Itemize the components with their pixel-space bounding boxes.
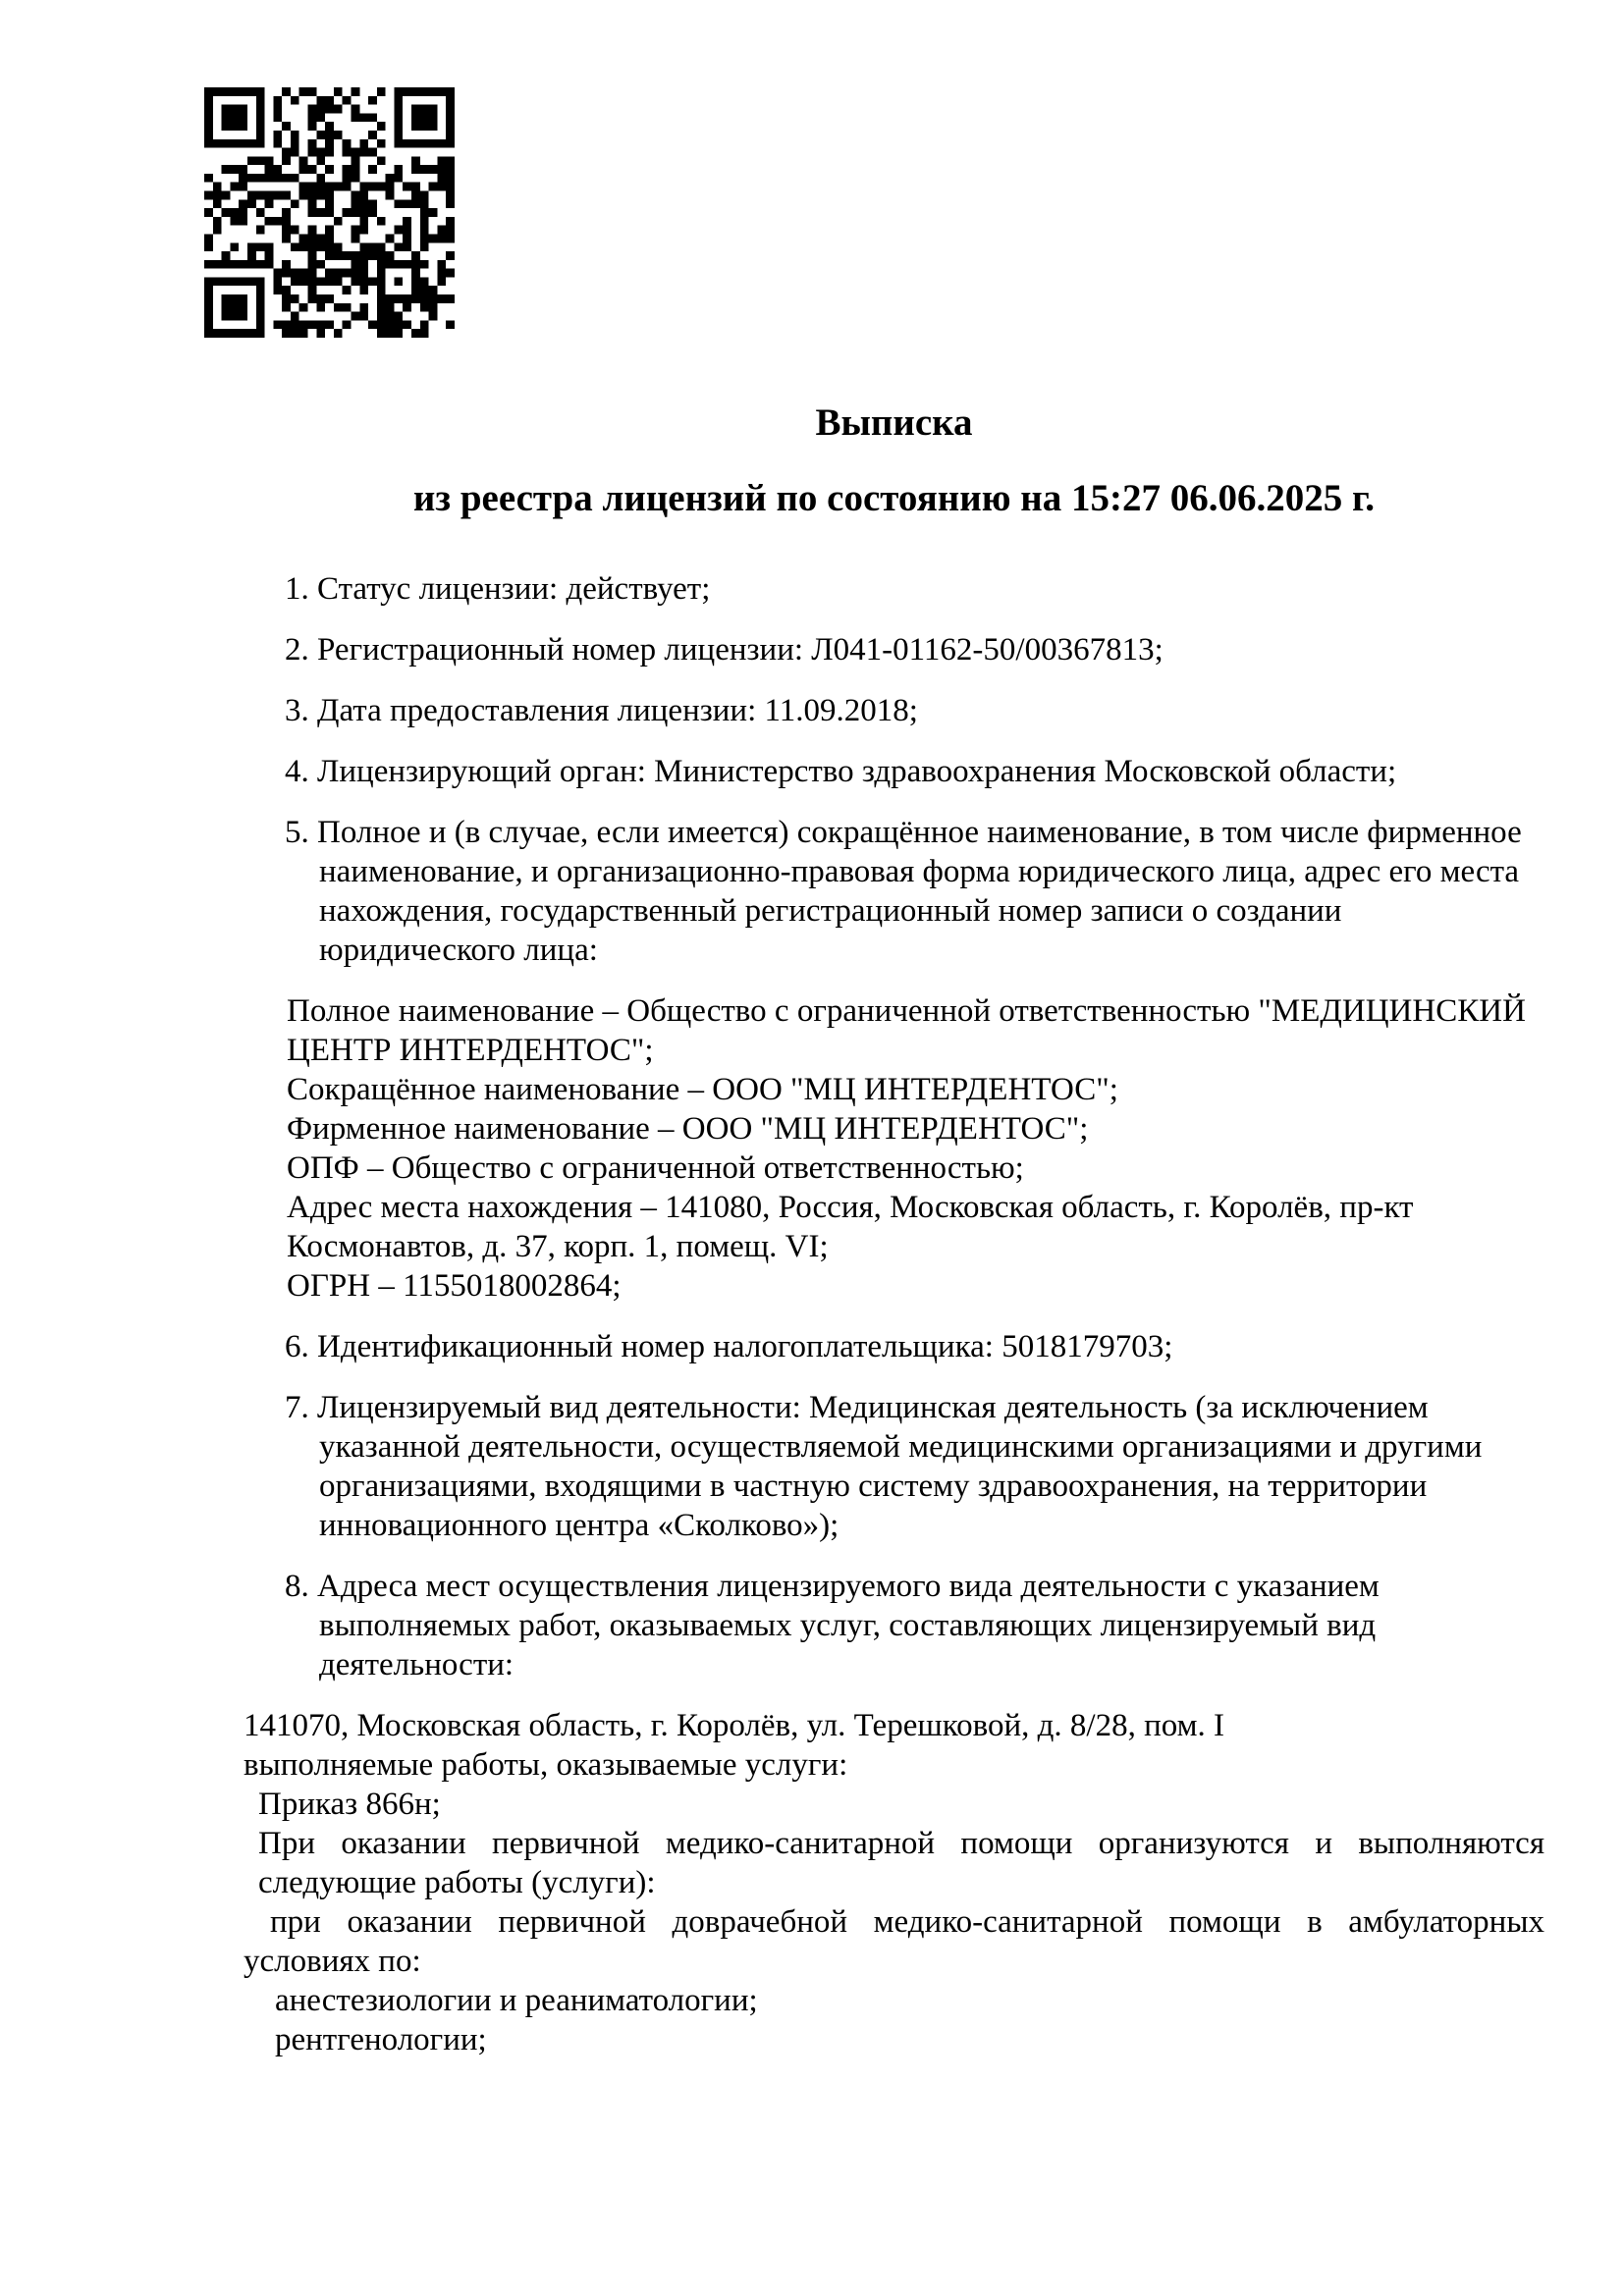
text-block xyxy=(244,991,1544,1306)
document-line: юридического лица: xyxy=(319,933,598,968)
numbered-paragraph xyxy=(285,569,1544,609)
document-line: деятельности: xyxy=(319,1647,514,1682)
document-line: 2. Регистрационный номер лицензии: Л041-01162-50/00367813; xyxy=(285,632,1164,667)
document-line: 1. Статус лицензии: действует; xyxy=(285,571,711,607)
document-line: 8. Адреса мест осуществления лицензируемого вида деятельности с указанием xyxy=(285,1569,1380,1604)
document-line: выполняемые работы, оказываемые услуги: xyxy=(244,1747,848,1783)
text-block xyxy=(244,1706,1544,2059)
numbered-paragraph xyxy=(285,1388,1544,1545)
numbered-paragraph xyxy=(285,752,1544,791)
document-line: указанной деятельности, осуществляемой медицинскими организациями и другими xyxy=(319,1429,1483,1465)
document-line: рентгенологии; xyxy=(275,2022,487,2057)
document-line: 141070, Московская область, г. Королёв, ул. Терешковой, д. 8/28, пом. I xyxy=(244,1708,1224,1743)
document-line: Адрес места нахождения – 141080, Россия, Московская область, г. Королёв, пр-кт xyxy=(287,1190,1414,1225)
document-line: наименование, и организационно-правовая форма юридического лица, адрес его места xyxy=(319,854,1520,889)
document-line: нахождения, государственный регистрационный номер записи о создании xyxy=(319,893,1342,929)
numbered-paragraph xyxy=(285,691,1544,730)
document-line: ЦЕНТР ИНТЕРДЕНТОС"; xyxy=(287,1033,654,1068)
document-body xyxy=(244,569,1544,2059)
document-line: выполняемых работ, оказываемых услуг, составляющих лицензируемый вид xyxy=(319,1608,1377,1643)
document-line: Приказ 866н; xyxy=(258,1787,441,1822)
document-line: ОГРН – 1155018002864; xyxy=(287,1268,622,1304)
document-line: при оказании первичной доврачебной медико-санитарной помощи в амбулаторных xyxy=(270,1904,1544,1940)
document-line: организациями, входящими в частную систему здравоохранения, на территории xyxy=(319,1468,1428,1504)
page-title: Выписка xyxy=(815,401,973,444)
document-content xyxy=(244,400,1544,2059)
qr-code-icon xyxy=(204,86,455,339)
document-line: 3. Дата предоставления лицензии: 11.09.2018; xyxy=(285,693,918,728)
document-line: Сокращённое наименование – ООО "МЦ ИНТЕРДЕНТОС"; xyxy=(287,1072,1118,1107)
document-line: 7. Лицензируемый вид деятельности: Медицинская деятельность (за исключением xyxy=(285,1390,1429,1425)
numbered-paragraph xyxy=(285,813,1544,970)
document-line: следующие работы (услуги): xyxy=(258,1865,656,1900)
document-line: При оказании первичной медико-санитарной помощи организуются и выполняются xyxy=(258,1826,1544,1861)
document-line: анестезиологии и реаниматологии; xyxy=(275,1983,758,2018)
document-line: Космонавтов, д. 37, корп. 1, помещ. VI; xyxy=(287,1229,829,1264)
document-line: 4. Лицензирующий орган: Министерство здравоохранения Московской области; xyxy=(285,754,1397,789)
document-line: 5. Полное и (в случае, если имеется) сокращённое наименование, в том числе фирменное xyxy=(285,815,1522,850)
document-line: 6. Идентификационный номер налогоплательщика: 5018179703; xyxy=(285,1329,1173,1364)
numbered-paragraph xyxy=(285,1327,1544,1366)
page-subtitle: из реестра лицензий по состоянию на 15:27 06.06.2025 г. xyxy=(412,477,1376,519)
document-line: инновационного центра «Сколково»); xyxy=(319,1508,839,1543)
document-line: Фирменное наименование – ООО "МЦ ИНТЕРДЕНТОС"; xyxy=(287,1111,1089,1147)
numbered-paragraph xyxy=(285,630,1544,669)
document-line: условиях по: xyxy=(244,1944,421,1979)
document-line: Полное наименование – Общество с ограниченной ответственностью "МЕДИЦИНСКИЙ xyxy=(287,993,1526,1029)
numbered-paragraph xyxy=(285,1567,1544,1684)
document-line: ОПФ – Общество с ограниченной ответственностью; xyxy=(287,1150,1024,1186)
